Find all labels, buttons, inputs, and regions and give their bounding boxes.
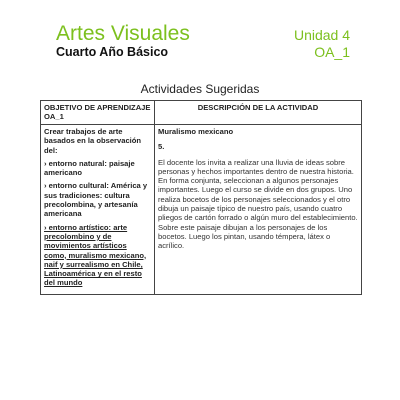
description-header: DESCRIPCIÓN DE LA ACTIVIDAD: [155, 101, 362, 125]
objective-header: OBJETIVO DE APRENDIZAJE OA_1: [41, 101, 155, 125]
objective-intro: Crear trabajos de arte basados en la observación del:: [44, 127, 142, 155]
activity-number: 5.: [158, 142, 165, 152]
unit-label: Unidad 4: [293, 27, 350, 43]
objective-bullet-natural: › entorno natural: paisaje americano: [44, 158, 135, 178]
activity-description: El docente los invita a realizar una lluvia de ideas sobre personas y hechos importantes dentro de nuestra historia. En forma conjunta, seleccionan a algunos personajes importantes. Luego el curso se divide en dos grupos. Uno realiza bocetos de los personajes seleccionados y el otro dibuja un paisaje típico de nuestro país, usando cuatro pliegos de cartón forrado o algún muro del establecimiento. Sobre este paisaje dibujan a los personajes de los bocetos. Luego los pintan, usando témpera, látex o acrílico.: [158, 157, 358, 251]
page-subtitle: Cuarto Año Básico: [56, 45, 169, 59]
page-title: Artes Visuales: [56, 22, 190, 45]
activity-table: [40, 100, 362, 295]
objective-bullet-cultural: › entorno cultural: América y sus tradiciones: cultura precolombina, y artesanía americana: [44, 181, 148, 219]
table-row: [41, 125, 362, 295]
objective-bullet-artistico: › entorno artístico: arte precolombino y de movimientos artísticos como, muralismo mexicano, naif y surrealismo en Chile, Latinoamérica y en el resto del mundo: [44, 222, 147, 288]
table-header-row: [41, 101, 362, 125]
oa-label: OA_1: [314, 44, 350, 60]
objective-cell: [41, 125, 155, 295]
activity-cell: [155, 125, 362, 295]
activity-title: Muralismo mexicano: [158, 127, 234, 136]
section-title: Actividades Sugeridas: [140, 82, 260, 96]
